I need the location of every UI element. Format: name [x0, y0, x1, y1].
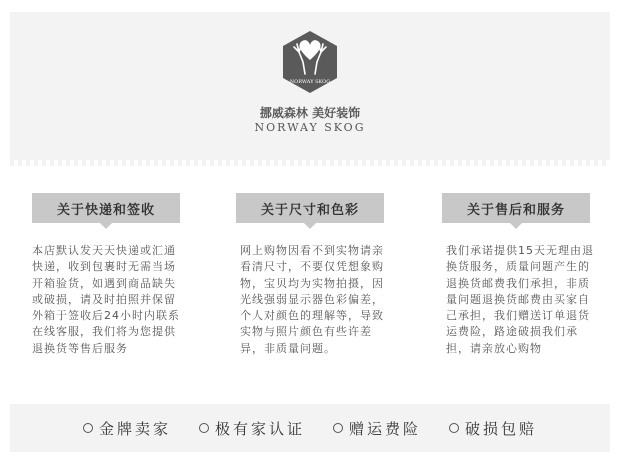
brand-name-chinese: 挪威森林 美好装饰	[259, 106, 361, 120]
circle-icon	[199, 423, 209, 433]
circle-icon	[333, 423, 343, 433]
shipping-insurance-badge	[333, 418, 421, 439]
size-color-title: 关于尺寸和色彩	[236, 193, 384, 223]
gold-seller-badge	[83, 418, 171, 439]
logo-text: NORWAY SKOG	[289, 79, 331, 85]
after-sales-title: 关于售后和服务	[442, 193, 590, 223]
badge-label: 赠运费险	[349, 419, 422, 438]
deer-heart-logo	[281, 30, 339, 94]
badge-label: 金牌卖家	[98, 419, 171, 438]
guarantee-bar	[10, 404, 610, 452]
brand-name-english: NORWAY SKOG	[254, 121, 366, 134]
damage-compensation-badge	[449, 418, 537, 439]
after-sales-text: 我们承诺提供15天无理由退换货服务，质量问题产生的退换货邮费我们承担，非质量问题退换货邮费由买家自己承担，我们赠送订单退货运费险，路途破损我们承担，请亲放心购物	[446, 244, 594, 355]
delivery-title: 关于快递和签收	[32, 193, 180, 223]
circle-icon	[83, 423, 93, 433]
size-color-text: 网上购物因看不到实物请亲看清尺寸，不要仅凭想象购物，宝贝均为实物拍摄，因光线强弱显示器色彩偏差，个人对颜色的理解等，导致实物与照片颜色有些许差异，非质量问题。	[240, 244, 384, 355]
circle-icon	[449, 423, 459, 433]
certified-badge	[199, 418, 305, 439]
badge-label: 极有家认证	[214, 419, 305, 438]
delivery-text: 本店默认发天天快递或汇通快递，收到包裹时无需当场开箱验货，如遇到商品缺失或破损，请及时拍照并保留外箱于签收后24小时内联系在线客服，我们将为您提供退换货等售后服务	[32, 244, 180, 355]
badge-label: 破损包赔	[465, 419, 538, 438]
